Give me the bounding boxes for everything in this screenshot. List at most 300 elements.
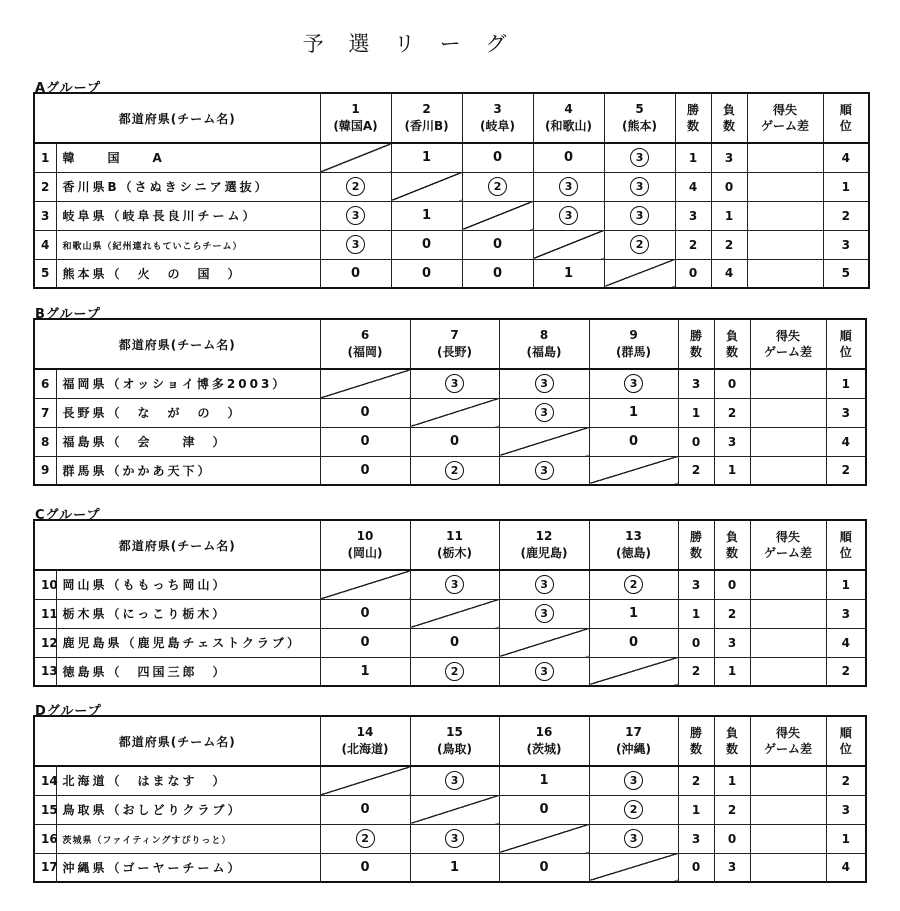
circled-score: 3 xyxy=(535,662,554,681)
opponent-number: 3 xyxy=(493,102,502,116)
self-match-cell xyxy=(462,201,533,230)
table-row xyxy=(34,259,869,288)
header-rank xyxy=(826,520,866,570)
opponent-short-name: (鳥取) xyxy=(437,742,472,756)
header-game-diff-line: 得失 xyxy=(776,726,801,740)
result-cell xyxy=(410,853,499,882)
header-losses xyxy=(711,93,747,143)
circled-score: 3 xyxy=(346,235,365,254)
self-match-cell xyxy=(320,143,391,172)
game-diff-cell xyxy=(750,657,826,686)
score: 0 xyxy=(421,237,432,252)
header-opponent xyxy=(499,520,589,570)
circled-score: 3 xyxy=(624,771,643,790)
header-opponent xyxy=(410,716,499,766)
team-number: 15 xyxy=(34,795,56,824)
team-number: 6 xyxy=(34,369,56,398)
header-losses-line: 数 xyxy=(726,546,739,560)
rank-cell: 4 xyxy=(823,143,869,172)
team-number: 5 xyxy=(34,259,56,288)
header-wins-line: 勝 xyxy=(687,103,700,117)
team-name-text: 鹿児島県（鹿児島チェストクラブ） xyxy=(62,636,303,650)
header-losses xyxy=(714,716,750,766)
score: 1 xyxy=(360,663,370,679)
header-game-diff-line: ゲーム差 xyxy=(761,119,810,133)
game-diff-cell xyxy=(750,824,826,853)
table-row xyxy=(34,143,869,172)
result-cell-win xyxy=(410,657,499,686)
losses-cell: 3 xyxy=(714,427,750,456)
table-row xyxy=(34,172,869,201)
header-rank-line: 順 xyxy=(839,530,852,544)
table-row xyxy=(34,230,869,259)
game-diff-cell xyxy=(747,172,823,201)
header-losses-line: 負 xyxy=(726,726,739,740)
losses-cell: 3 xyxy=(714,853,750,882)
header-team-column: 都道府県(チーム名) xyxy=(34,716,320,766)
header-game-diff xyxy=(750,716,826,766)
circled-score: 3 xyxy=(624,829,643,848)
opponent-short-name: (岐阜) xyxy=(480,119,515,133)
header-losses-line: 数 xyxy=(726,345,739,359)
score: 0 xyxy=(360,802,370,817)
opponent-short-name: (岡山) xyxy=(347,546,383,560)
header-wins-line: 勝 xyxy=(690,530,703,544)
opponent-number: 14 xyxy=(356,725,374,739)
wins-cell: 2 xyxy=(678,766,714,795)
result-cell xyxy=(320,427,410,456)
wins-cell: 0 xyxy=(678,628,714,657)
circled-score: 3 xyxy=(535,403,554,422)
self-match-cell xyxy=(589,853,678,882)
circled-score: 3 xyxy=(624,374,643,393)
self-match-cell xyxy=(320,766,410,795)
header-losses xyxy=(714,319,750,369)
result-cell-win xyxy=(410,456,499,485)
result-cell xyxy=(320,456,410,485)
page-title: 予 選 リ ー グ xyxy=(302,32,516,56)
opponent-number: 13 xyxy=(625,529,642,543)
header-opponent xyxy=(410,520,499,570)
rank-cell: 3 xyxy=(823,230,869,259)
result-cell xyxy=(589,427,678,456)
team-number: 10 xyxy=(34,570,56,599)
table-row xyxy=(34,824,866,853)
wins-cell: 3 xyxy=(678,369,714,398)
opponent-short-name: (福島) xyxy=(526,345,562,359)
wins-cell: 1 xyxy=(678,599,714,628)
score: 0 xyxy=(421,265,432,281)
circled-score: 3 xyxy=(346,206,365,225)
result-cell xyxy=(533,143,604,172)
result-cell-win xyxy=(589,570,678,599)
opponent-number: 12 xyxy=(535,529,553,543)
team-number: 17 xyxy=(34,853,56,882)
result-cell-win xyxy=(589,369,678,398)
opponent-short-name: (鹿児島) xyxy=(520,546,568,560)
team-number: 2 xyxy=(34,172,56,201)
score: 1 xyxy=(628,606,639,621)
score: 0 xyxy=(563,150,574,166)
losses-cell: 0 xyxy=(714,570,750,599)
table-row xyxy=(34,427,866,456)
wins-cell: 1 xyxy=(678,398,714,427)
wins-cell: 0 xyxy=(678,427,714,456)
result-cell-win xyxy=(499,456,589,485)
result-cell xyxy=(320,657,410,686)
team-number: 3 xyxy=(34,201,56,230)
result-cell-win xyxy=(604,201,675,230)
opponent-number: 8 xyxy=(539,328,549,342)
rank-cell: 3 xyxy=(826,398,866,427)
team-name-text: 熊本県（ 火 の 国 ） xyxy=(62,266,243,281)
rank-cell: 1 xyxy=(826,570,866,599)
result-cell xyxy=(533,259,604,288)
team-name xyxy=(56,795,320,824)
group-label: Bグループ xyxy=(35,307,101,322)
header-game-diff-line: ゲーム差 xyxy=(764,345,813,359)
table-row xyxy=(34,570,866,599)
table-row xyxy=(34,398,866,427)
team-number: 4 xyxy=(34,230,56,259)
header-wins-line: 数 xyxy=(690,345,703,359)
team-name-text: 韓 国 A xyxy=(62,151,165,166)
circled-score: 2 xyxy=(488,177,507,196)
result-cell-win xyxy=(589,766,678,795)
header-opponent xyxy=(589,716,678,766)
circled-score: 3 xyxy=(559,177,578,196)
circled-score: 3 xyxy=(535,575,554,594)
opponent-number: 17 xyxy=(625,725,642,739)
result-cell xyxy=(462,259,533,288)
losses-cell: 1 xyxy=(711,201,747,230)
result-cell-win xyxy=(320,824,410,853)
header-game-diff-line: ゲーム差 xyxy=(764,546,813,560)
league-table xyxy=(33,92,870,289)
team-name-text: 和歌山県（紀州連れもていこらチーム） xyxy=(62,241,243,252)
self-match-cell xyxy=(410,398,499,427)
losses-cell: 2 xyxy=(714,795,750,824)
header-team-column: 都道府県(チーム名) xyxy=(34,319,320,369)
opponent-number: 2 xyxy=(422,102,431,116)
game-diff-cell xyxy=(750,766,826,795)
opponent-short-name: (沖縄) xyxy=(616,742,651,756)
game-diff-cell xyxy=(750,427,826,456)
game-diff-cell xyxy=(750,398,826,427)
score: 0 xyxy=(449,635,460,650)
result-cell xyxy=(320,853,410,882)
result-cell-win xyxy=(604,172,675,201)
opponent-number: 5 xyxy=(635,102,644,116)
result-cell xyxy=(391,143,462,172)
self-match-cell xyxy=(589,657,678,686)
team-name xyxy=(56,259,320,288)
header-opponent xyxy=(499,319,589,369)
team-name xyxy=(56,628,320,657)
header-opponent xyxy=(462,93,533,143)
result-cell-win xyxy=(320,201,391,230)
game-diff-cell xyxy=(750,853,826,882)
opponent-number: 11 xyxy=(446,529,463,543)
self-match-cell xyxy=(499,628,589,657)
table-row xyxy=(34,657,866,686)
header-wins-line: 数 xyxy=(690,742,703,756)
header-rank-line: 順 xyxy=(839,726,852,740)
opponent-short-name: (福岡) xyxy=(347,345,383,359)
team-name-text: 群馬県（かかあ天下） xyxy=(62,463,213,478)
result-cell-win xyxy=(499,657,589,686)
header-losses-line: 負 xyxy=(726,530,739,544)
opponent-short-name: (韓国A) xyxy=(333,119,378,133)
losses-cell: 0 xyxy=(714,824,750,853)
result-cell xyxy=(320,259,391,288)
team-number: 8 xyxy=(34,427,56,456)
score: 0 xyxy=(360,434,370,449)
team-name-text: 香川県B（さぬきシニア選抜） xyxy=(62,180,270,194)
losses-cell: 1 xyxy=(714,657,750,686)
header-game-diff xyxy=(750,319,826,369)
losses-cell: 3 xyxy=(714,628,750,657)
rank-cell: 2 xyxy=(823,201,869,230)
opponent-short-name: (群馬) xyxy=(616,345,651,359)
self-match-cell xyxy=(391,172,462,201)
result-cell xyxy=(499,766,589,795)
team-name-text: 岐阜県（岐阜長良川チーム） xyxy=(62,209,258,223)
score: 0 xyxy=(360,606,370,621)
score: 0 xyxy=(360,405,370,420)
result-cell xyxy=(320,628,410,657)
team-name xyxy=(56,427,320,456)
circled-score: 3 xyxy=(535,461,554,480)
team-name-text: 福島県（ 会 津 ） xyxy=(62,435,228,449)
circled-score: 3 xyxy=(559,206,578,225)
wins-cell: 0 xyxy=(678,853,714,882)
opponent-number: 16 xyxy=(535,725,553,739)
circled-score: 3 xyxy=(445,829,464,848)
result-cell xyxy=(320,398,410,427)
result-cell xyxy=(391,259,462,288)
wins-cell: 3 xyxy=(678,824,714,853)
circled-score: 2 xyxy=(630,235,649,254)
table-row xyxy=(34,795,866,824)
team-name xyxy=(56,369,320,398)
game-diff-cell xyxy=(747,143,823,172)
header-losses-line: 数 xyxy=(723,119,736,133)
self-match-cell xyxy=(533,230,604,259)
team-name-text: 鳥取県（おしどりクラブ） xyxy=(62,803,243,817)
header-rank-line: 位 xyxy=(839,119,852,133)
circled-score: 2 xyxy=(356,829,375,848)
opponent-number: 15 xyxy=(446,725,463,739)
rank-cell: 4 xyxy=(826,427,866,456)
header-opponent xyxy=(604,93,675,143)
self-match-cell xyxy=(410,599,499,628)
opponent-number: 9 xyxy=(629,328,638,342)
header-wins-line: 数 xyxy=(687,119,700,133)
result-cell xyxy=(462,230,533,259)
self-match-cell xyxy=(320,369,410,398)
result-cell xyxy=(589,599,678,628)
result-cell-win xyxy=(499,570,589,599)
team-name-text: 北海道（ はまなす ） xyxy=(62,774,228,789)
opponent-number: 4 xyxy=(564,102,573,116)
header-losses-line: 数 xyxy=(726,742,739,756)
header-opponent xyxy=(320,716,410,766)
losses-cell: 2 xyxy=(711,230,747,259)
opponent-number: 7 xyxy=(450,328,459,342)
rank-cell: 3 xyxy=(826,599,866,628)
team-name xyxy=(56,657,320,686)
losses-cell: 0 xyxy=(711,172,747,201)
header-game-diff-line: 得失 xyxy=(776,329,801,343)
league-table xyxy=(33,318,867,486)
result-cell xyxy=(320,599,410,628)
result-cell xyxy=(410,427,499,456)
header-game-diff-line: ゲーム差 xyxy=(764,742,813,756)
header-opponent xyxy=(320,93,391,143)
header-wins xyxy=(678,520,714,570)
score: 0 xyxy=(350,265,361,281)
self-match-cell xyxy=(410,795,499,824)
score: 0 xyxy=(539,859,549,875)
rank-cell: 4 xyxy=(826,628,866,657)
header-team-column: 都道府県(チーム名) xyxy=(34,520,320,570)
team-name xyxy=(56,143,320,172)
result-cell-win xyxy=(499,369,589,398)
header-rank-line: 位 xyxy=(839,345,852,359)
result-cell-win xyxy=(320,230,391,259)
opponent-short-name: (栃木) xyxy=(437,546,472,560)
game-diff-cell xyxy=(750,369,826,398)
game-diff-cell xyxy=(747,230,823,259)
circled-score: 3 xyxy=(445,575,464,594)
game-diff-cell xyxy=(750,795,826,824)
result-cell-win xyxy=(604,230,675,259)
team-name xyxy=(56,853,320,882)
score: 0 xyxy=(360,635,370,650)
rank-cell: 1 xyxy=(826,369,866,398)
game-diff-cell xyxy=(750,456,826,485)
circled-score: 2 xyxy=(445,461,464,480)
league-table xyxy=(33,519,867,687)
team-number: 13 xyxy=(34,657,56,686)
header-team-column: 都道府県(チーム名) xyxy=(34,93,320,143)
team-name xyxy=(56,599,320,628)
team-name-text: 沖縄県（ゴーヤーチーム） xyxy=(62,860,243,875)
team-name xyxy=(56,766,320,795)
result-cell-win xyxy=(410,824,499,853)
rank-cell: 3 xyxy=(826,795,866,824)
header-opponent xyxy=(391,93,462,143)
score: 1 xyxy=(421,208,432,223)
game-diff-cell xyxy=(747,201,823,230)
circled-score: 2 xyxy=(445,662,464,681)
score: 1 xyxy=(421,150,432,166)
wins-cell: 3 xyxy=(678,570,714,599)
header-wins-line: 勝 xyxy=(690,726,703,740)
team-name-text: 福岡県（オッショイ博多2003） xyxy=(62,377,288,392)
losses-cell: 2 xyxy=(714,398,750,427)
result-cell-win xyxy=(589,795,678,824)
header-rank xyxy=(826,319,866,369)
rank-cell: 1 xyxy=(823,172,869,201)
opponent-short-name: (茨城) xyxy=(526,742,562,756)
result-cell xyxy=(589,628,678,657)
result-cell xyxy=(499,795,589,824)
header-wins-line: 数 xyxy=(690,546,703,560)
result-cell-win xyxy=(462,172,533,201)
result-cell-win xyxy=(499,398,589,427)
team-name-text: 栃木県（にっこり栃木） xyxy=(62,607,228,621)
team-name xyxy=(56,201,320,230)
score: 0 xyxy=(360,462,370,478)
result-cell xyxy=(589,398,678,427)
score: 0 xyxy=(492,237,503,252)
losses-cell: 1 xyxy=(714,766,750,795)
table-row xyxy=(34,766,866,795)
table-row xyxy=(34,201,869,230)
team-name xyxy=(56,570,320,599)
header-game-diff-line: 得失 xyxy=(776,530,801,544)
opponent-number: 1 xyxy=(351,102,360,116)
rank-cell: 2 xyxy=(826,456,866,485)
game-diff-cell xyxy=(750,628,826,657)
score: 1 xyxy=(563,265,574,281)
score: 1 xyxy=(628,405,639,420)
team-number: 11 xyxy=(34,599,56,628)
header-losses-line: 負 xyxy=(723,103,736,117)
header-opponent xyxy=(320,319,410,369)
rank-cell: 2 xyxy=(826,657,866,686)
opponent-number: 6 xyxy=(360,328,370,342)
rank-cell: 2 xyxy=(826,766,866,795)
game-diff-cell xyxy=(750,570,826,599)
result-cell-win xyxy=(499,599,589,628)
table-row xyxy=(34,599,866,628)
rank-cell: 1 xyxy=(826,824,866,853)
score: 0 xyxy=(539,802,549,817)
result-cell-win xyxy=(410,369,499,398)
result-cell-win xyxy=(410,766,499,795)
group-label: Cグループ xyxy=(35,508,101,523)
wins-cell: 2 xyxy=(678,456,714,485)
result-cell xyxy=(462,143,533,172)
group-label: Aグループ xyxy=(35,81,102,96)
circled-score: 2 xyxy=(346,177,365,196)
header-rank xyxy=(826,716,866,766)
circled-score: 3 xyxy=(445,374,464,393)
losses-cell: 2 xyxy=(714,599,750,628)
team-name xyxy=(56,824,320,853)
score: 0 xyxy=(492,265,503,281)
table-row xyxy=(34,456,866,485)
opponent-short-name: (和歌山) xyxy=(545,119,592,133)
team-name-text: 岡山県（ももっち岡山） xyxy=(62,578,228,593)
header-rank xyxy=(823,93,869,143)
result-cell xyxy=(410,628,499,657)
header-game-diff-line: 得失 xyxy=(773,103,798,117)
game-diff-cell xyxy=(747,259,823,288)
team-number: 9 xyxy=(34,456,56,485)
team-name xyxy=(56,172,320,201)
result-cell-win xyxy=(533,172,604,201)
header-opponent xyxy=(589,319,678,369)
wins-cell: 0 xyxy=(675,259,711,288)
circled-score: 2 xyxy=(624,575,643,594)
table-row xyxy=(34,628,866,657)
opponent-short-name: (北海道) xyxy=(341,742,389,756)
header-opponent xyxy=(410,319,499,369)
